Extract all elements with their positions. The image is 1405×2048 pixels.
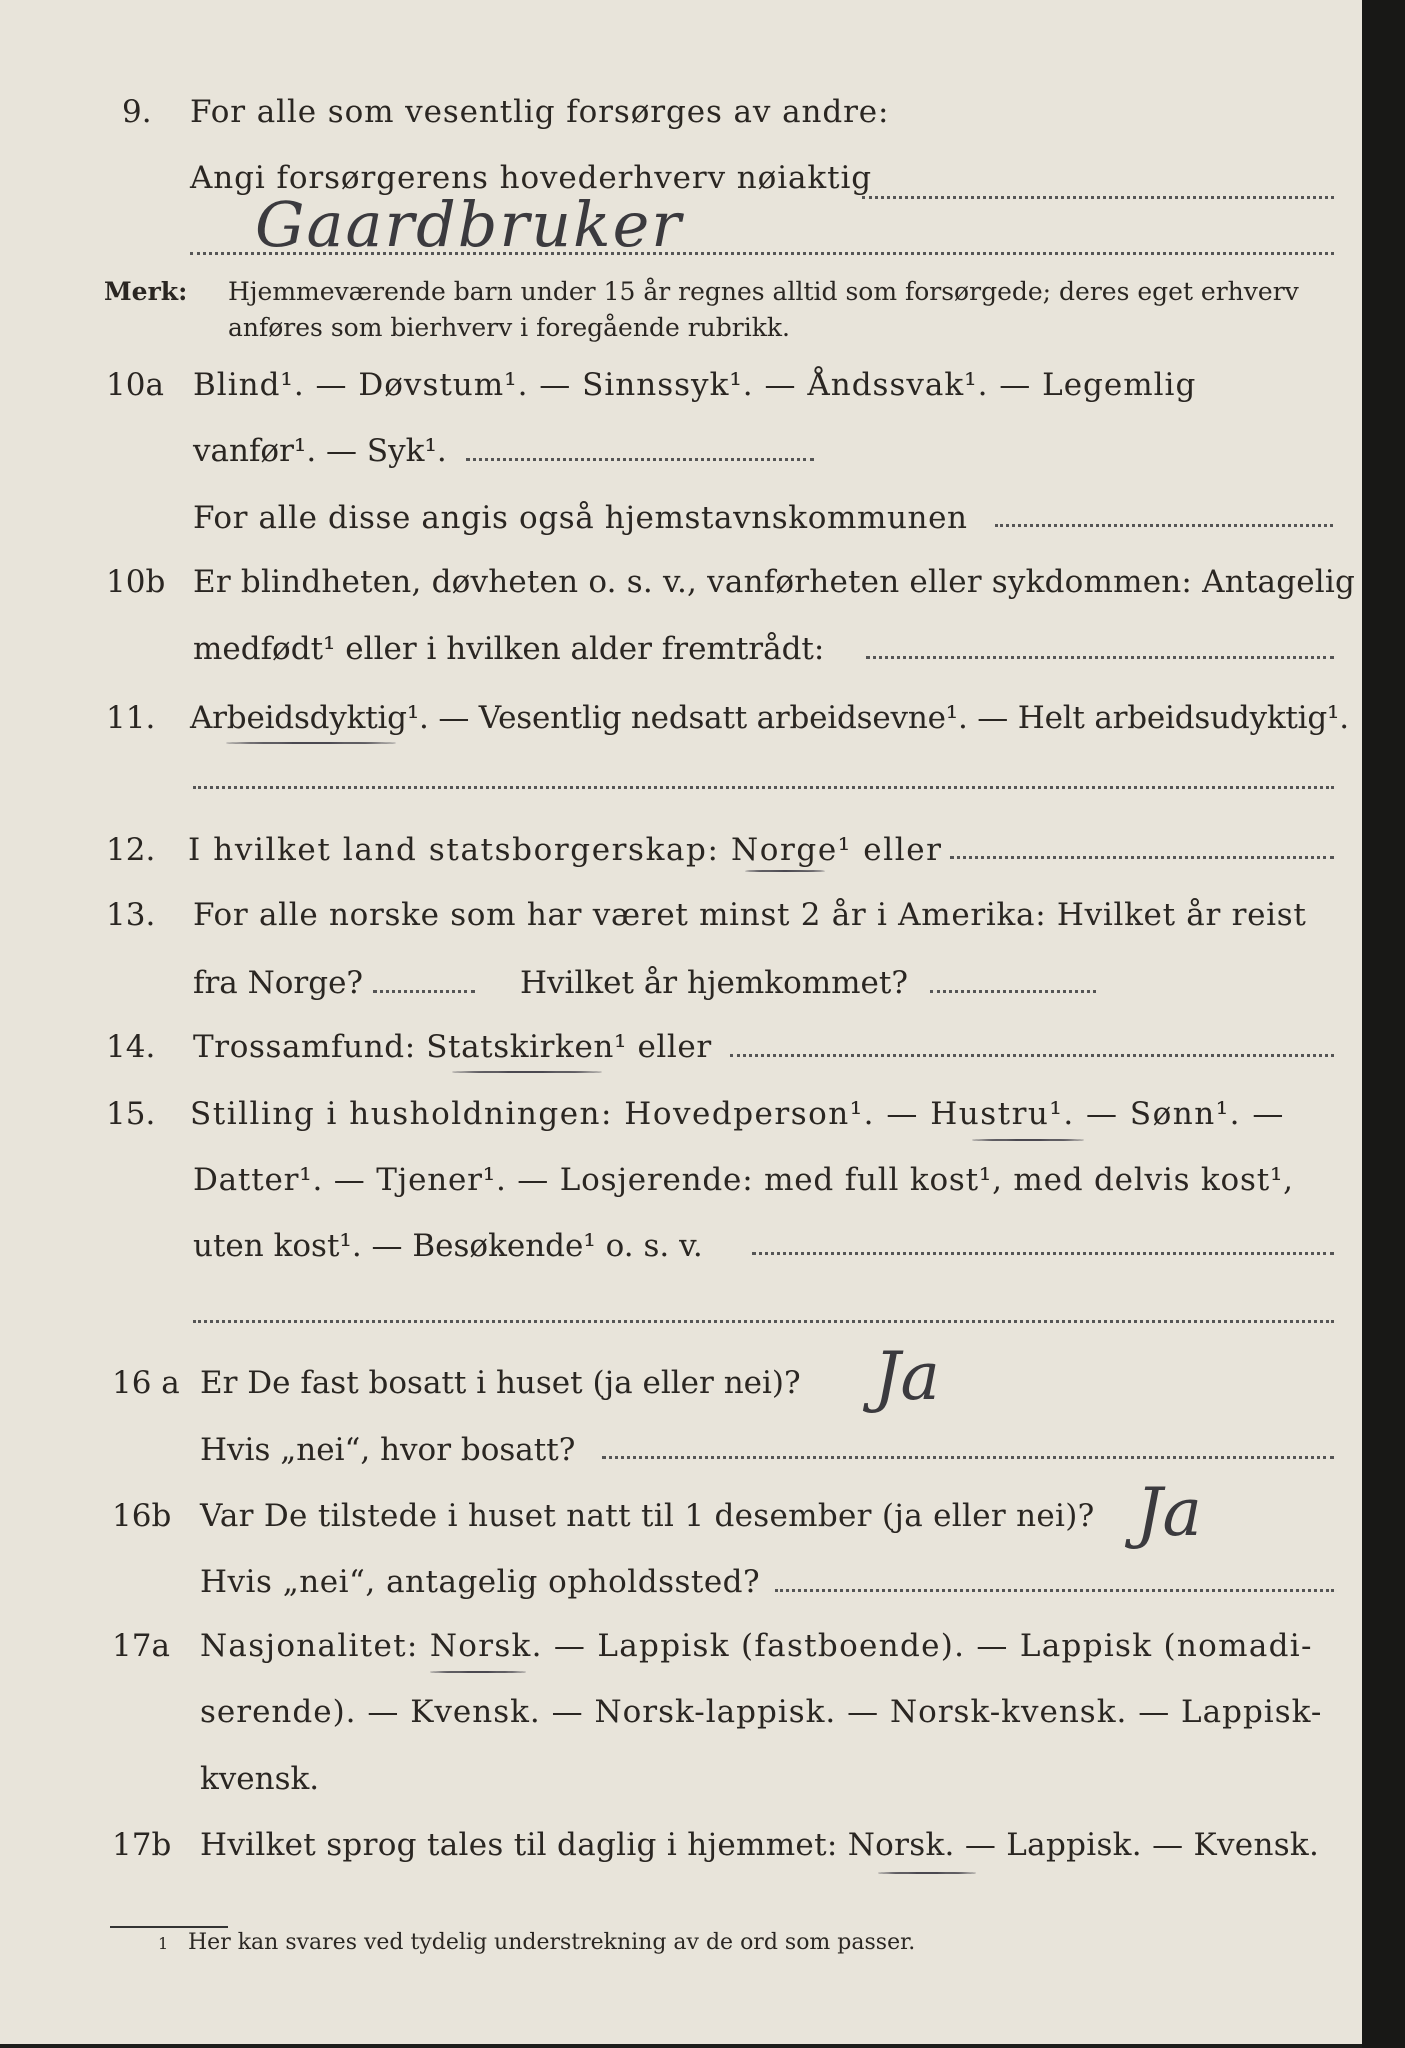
q17b-number: 17b <box>112 1827 172 1863</box>
q10b-text-line1: Er blindheten, døvheten o. s. v., vanførheten eller sykdommen: Antagelig <box>193 564 1356 600</box>
q11-answer-line <box>193 786 1334 789</box>
q17b-text-line1: Hvilket sprog tales til daglig i hjemmet: Norsk. — Lappisk. — Kvensk. <box>200 1827 1320 1863</box>
q9-handwritten-answer: Gaardbruker <box>255 188 683 261</box>
q11-number: 11. <box>106 700 156 736</box>
q9-answer-line <box>190 252 1334 255</box>
q15-text-line1: Stilling i husholdningen: Hovedperson¹. — Hustru¹. — Sønn¹. — <box>190 1096 1285 1132</box>
q13-text-line2b: Hvilket år hjemkommet? <box>520 965 908 1001</box>
merk-text-line1: Hjemmeværende barn under 15 år regnes alltid som forsørgede; deres eget erhverv <box>228 277 1299 306</box>
q9-number: 9. <box>122 94 152 130</box>
q16a-text-line2: Hvis „nei“, hvor bosatt? <box>200 1432 576 1468</box>
q10a-number: 10a <box>106 367 164 403</box>
q17b-underline <box>878 1872 976 1874</box>
q10b-text-line2: medfødt¹ eller i hvilken alder fremtrådt: <box>193 631 825 667</box>
footnote-text: Her kan svares ved tydelig understrekning av de ord som passer. <box>188 1930 916 1955</box>
q15-number: 15. <box>106 1096 156 1132</box>
q16b-text-line2: Hvis „nei“, antagelig opholdssted? <box>200 1564 761 1600</box>
q16b-dotted-line <box>775 1589 1334 1592</box>
q12-text-line1: I hvilket land statsborgerskap: Norge¹ eller <box>188 832 943 868</box>
q17a-text-line1: Nasjonalitet: Norsk. — Lappisk (fastboende). — Lappisk (nomadi- <box>200 1628 1313 1664</box>
q12-number: 12. <box>106 832 156 868</box>
merk-text-line2: anføres som bierhverv i foregående rubrikk. <box>228 313 790 342</box>
q15-underline <box>972 1139 1084 1141</box>
q17a-text-line2: serende). — Kvensk. — Norsk-lappisk. — Norsk-kvensk. — Lappisk- <box>200 1694 1323 1730</box>
footnote-rule <box>110 1926 228 1928</box>
q14-text-line1: Trossamfund: Statskirken¹ eller <box>193 1029 712 1065</box>
q12-dotted-line <box>950 856 1334 859</box>
q10a-dotted-line <box>466 458 814 461</box>
q10b-dotted-line <box>866 656 1334 659</box>
q10a-text-line3: For alle disse angis også hjemstavnskommunen <box>193 500 968 536</box>
q16a-dotted-line <box>602 1456 1334 1459</box>
q16a-number: 16 a <box>112 1365 180 1401</box>
q15-text-line2: Datter¹. — Tjener¹. — Losjerende: med full kost¹, med delvis kost¹, <box>193 1162 1294 1198</box>
q16a-handwritten-answer: Ja <box>874 1338 940 1415</box>
q15-dotted-line <box>752 1252 1334 1255</box>
q14-dotted-line <box>730 1054 1334 1057</box>
q17a-text-line3: kvensk. <box>200 1761 320 1797</box>
q13-text-line1: For alle norske som har været minst 2 år i Amerika: Hvilket år reist <box>193 897 1307 933</box>
q16b-text-line1: Var De tilstede i huset natt til 1 desember (ja eller nei)? <box>200 1498 1095 1534</box>
q13-number: 13. <box>106 897 156 933</box>
q16b-number: 16b <box>112 1498 172 1534</box>
q11-underline <box>226 742 396 744</box>
q15-text-line3: uten kost¹. — Besøkende¹ o. s. v. <box>193 1228 703 1264</box>
q16a-text-line1: Er De fast bosatt i huset (ja eller nei)? <box>200 1365 801 1401</box>
q10b-number: 10b <box>106 564 166 600</box>
merk-label: Merk: <box>104 277 188 306</box>
q9-text-line1: For alle som vesentlig forsørges av andre: <box>190 94 890 130</box>
q14-number: 14. <box>106 1029 156 1065</box>
q13-dotted-line-1 <box>373 990 475 993</box>
q17a-number: 17a <box>112 1628 170 1664</box>
q10a-dotted-line-2 <box>995 524 1333 527</box>
footnote-mark: 1 <box>158 1934 169 1953</box>
q11-text-line1: Arbeidsdyktig¹. — Vesentlig nedsatt arbeidsevne¹. — Helt arbeidsudyktig¹. <box>190 700 1349 736</box>
q15-answer-line <box>193 1320 1334 1323</box>
q17a-underline <box>430 1671 526 1673</box>
scan-edge <box>1362 0 1405 2048</box>
q9-dotted-line <box>862 196 1334 199</box>
q13-dotted-line-2 <box>930 990 1096 993</box>
q16b-handwritten-answer: Ja <box>1136 1474 1202 1551</box>
q12-underline <box>745 870 825 872</box>
q10a-text-line2: vanfør¹. — Syk¹. <box>193 433 447 469</box>
q9-text-line2: Angi forsørgerens hovederhverv nøiaktig <box>190 160 873 196</box>
q14-underline <box>452 1071 602 1073</box>
q13-text-line2a: fra Norge? <box>193 965 364 1001</box>
q10a-text-line1: Blind¹. — Døvstum¹. — Sinnssyk¹. — Åndssvak¹. — Legemlig <box>193 367 1197 403</box>
